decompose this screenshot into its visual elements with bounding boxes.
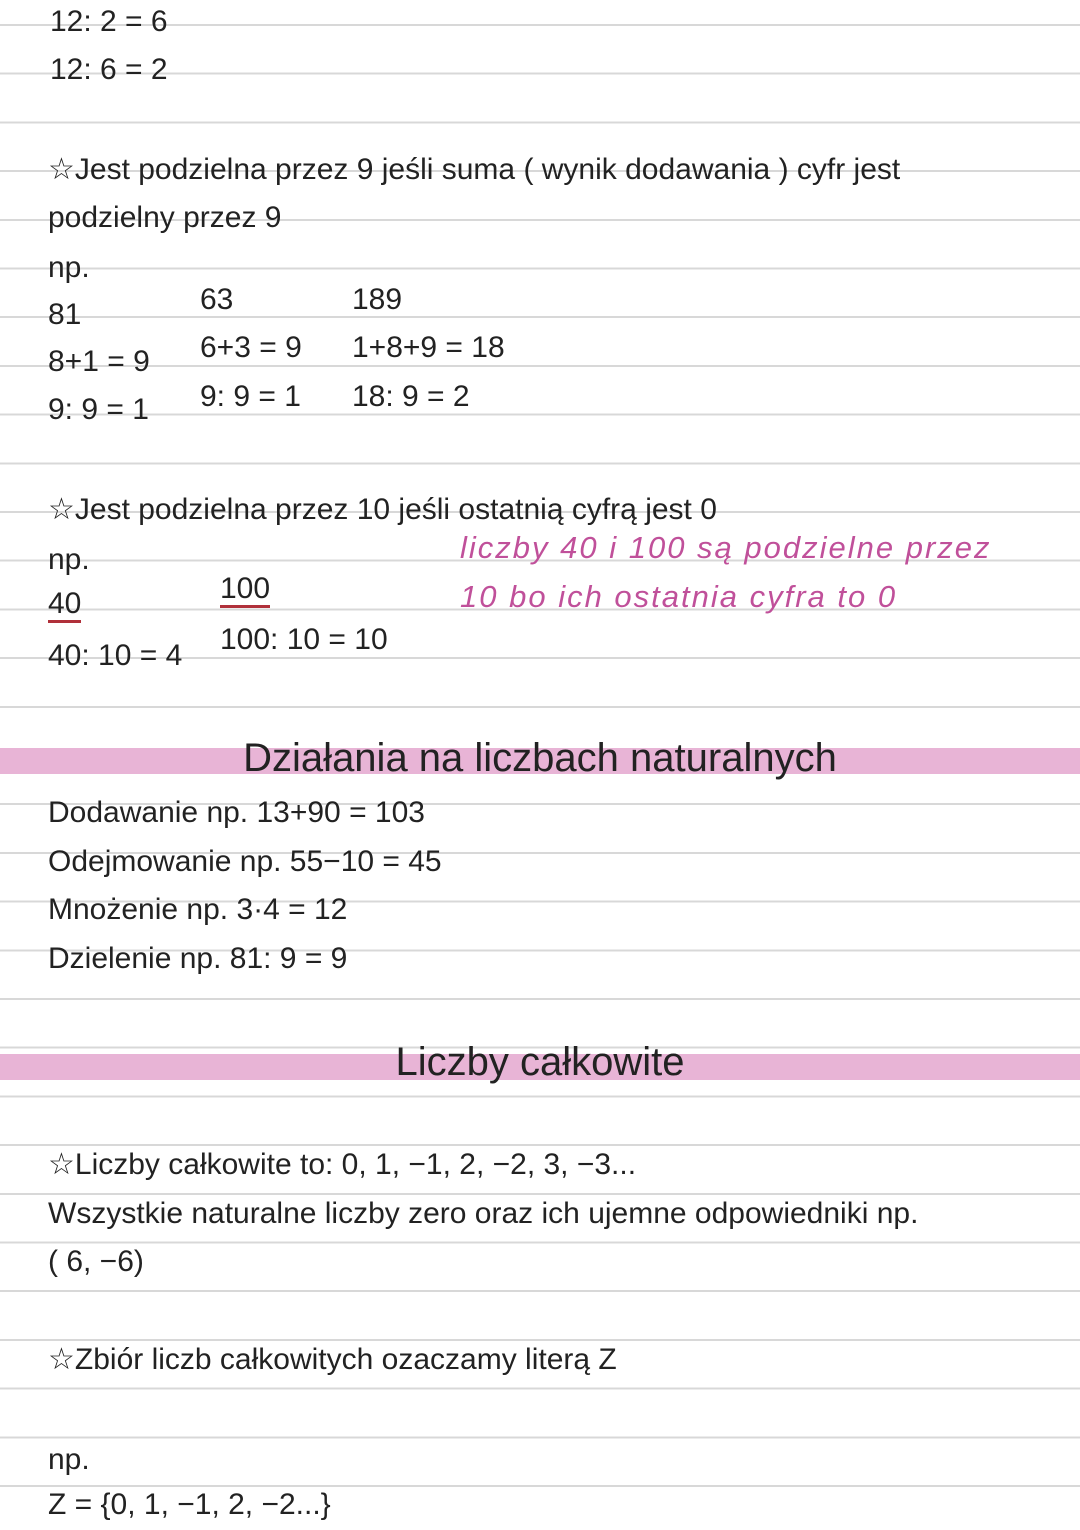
example-division: 40: 10 = 4 [48, 639, 183, 672]
np-label: np. [48, 543, 90, 576]
equation: 12: 2 = 6 [50, 5, 168, 38]
handwritten-note: liczby 40 i 100 są podzielne przez [460, 530, 992, 565]
operation-item: Dzielenie np. 81: 9 = 9 [48, 942, 348, 975]
rule-9-title: ☆Jest podzielna przez 9 jeśli suma ( wynik dodawania ) cyfr jest [48, 153, 901, 186]
example-sum: 1+8+9 = 18 [352, 331, 505, 364]
equation: 12: 6 = 2 [50, 53, 168, 86]
example-number: 81 [48, 298, 82, 331]
integers-explanation: Wszystkie naturalne liczby zero oraz ich ujemne odpowiedniki np. [48, 1197, 919, 1230]
integers-definition: ☆Liczby całkowite to: 0, 1, −1, 2, −2, 3, −3... [48, 1148, 637, 1181]
underlined-number: 100 [220, 572, 270, 608]
example-number: 189 [352, 283, 403, 316]
example-division: 18: 9 = 2 [352, 380, 470, 413]
example-division: 100: 10 = 10 [220, 623, 388, 656]
example-division: 9: 9 = 1 [200, 380, 301, 413]
handwritten-note: 10 bo ich ostatnia cyfra to 0 [460, 579, 898, 614]
operation-item: Dodawanie np. 13+90 = 103 [48, 796, 425, 829]
np-label: np. [48, 251, 90, 284]
example-division: 9: 9 = 1 [48, 393, 149, 426]
integers-example: ( 6, −6) [48, 1245, 144, 1278]
underlined-number: 40 [48, 587, 81, 623]
example-number [48, 587, 81, 621]
rule-10-title: ☆Jest podzielna przez 10 jeśli ostatnią cyfrą jest 0 [48, 493, 717, 526]
example-sum: 6+3 = 9 [200, 331, 302, 364]
example-number: 63 [200, 283, 234, 316]
example-number [220, 572, 270, 606]
integers-set-note: ☆Zbiór liczb całkowitych ozaczamy literą Z [48, 1343, 617, 1376]
section-heading: Liczby całkowite [395, 1040, 685, 1084]
np-label: np. [48, 1443, 90, 1476]
example-sum: 8+1 = 9 [48, 345, 150, 378]
operation-item: Mnożenie np. 3·4 = 12 [48, 893, 348, 926]
operation-item: Odejmowanie np. 55−10 = 45 [48, 845, 442, 878]
integers-set: Z = {0, 1, −1, 2, −2...} [48, 1488, 331, 1521]
section-heading: Działania na liczbach naturalnych [243, 736, 837, 780]
rule-9-cont: podzielny przez 9 [48, 201, 282, 234]
